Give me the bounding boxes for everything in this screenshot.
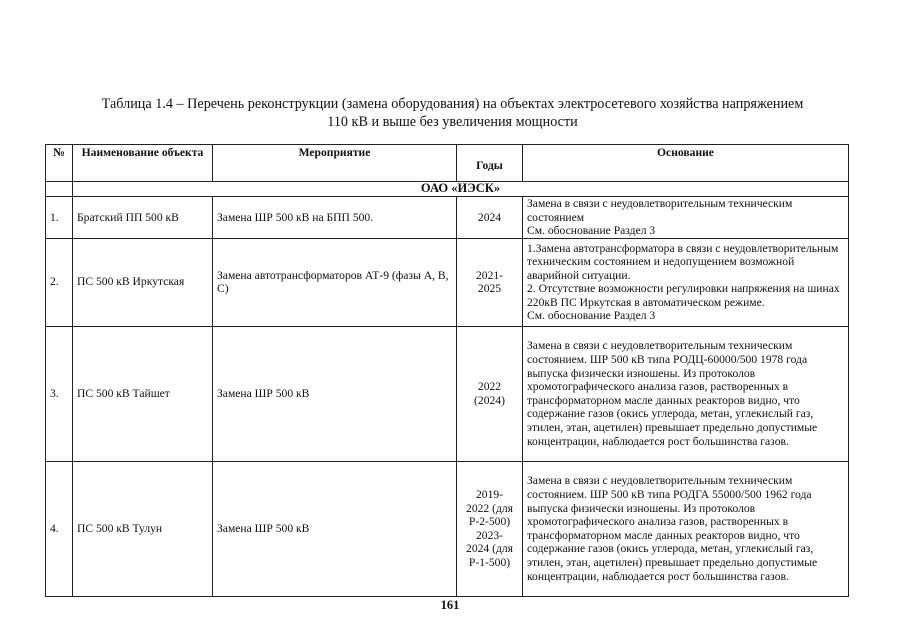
- row-no: 1.: [46, 197, 73, 239]
- row-basis: Замена в связи с неудовлетворительным техническим состоянием. ШР 500 кВ типа РОДГА 55000/500 1962 года выпуска физически изношены. Из протоколов хромотографического анализа газов, растворенных в трансформаторном масле данных реакторов видно, что содержание газов (окись углерода, метан, углекислый газ, этилен, этан, ацетилен) превышает предельно допустимые концентрации, наблюдается рост большинства газов.: [523, 461, 849, 596]
- row-measure: Замена ШР 500 кВ на БПП 500.: [213, 197, 457, 239]
- page-number: 161: [440, 598, 460, 612]
- table-row: [46, 238, 849, 326]
- row-measure: Замена ШР 500 кВ: [213, 326, 457, 461]
- table-row: [46, 326, 849, 461]
- group-spacer: [46, 182, 73, 197]
- table-row: [46, 461, 849, 596]
- caption-line-1: Таблица 1.4 – Перечень реконструкции (замена оборудования) на объектах электросетевого хозяйства напряжением: [101, 96, 804, 112]
- table-header-row: [46, 145, 849, 182]
- row-measure: Замена ШР 500 кВ: [213, 461, 457, 596]
- row-years: 2021- 2025: [457, 238, 523, 326]
- header-years: Годы: [457, 145, 523, 182]
- header-object: Наименование объекта: [73, 145, 213, 182]
- header-basis: Основание: [523, 145, 849, 182]
- row-object: ПС 500 кВ Тайшет: [73, 326, 213, 461]
- header-measure: Мероприятие: [213, 145, 457, 182]
- table-caption: [60, 95, 845, 131]
- row-object: Братский ПП 500 кВ: [73, 197, 213, 239]
- row-basis: Замена в связи с неудовлетворительным техническим состоянием. ШР 500 кВ типа РОДЦ-60000/500 1978 года выпуска физически изношены. Из протоколов хромотографического анализа газов, растворенных в трансформаторном масле данных реакторов видно, что содержание газов (окись углерода, метан, углекислый газ, этилен, этан, ацетилен) превышает предельно допустимые концентрации, наблюдается рост большинства газов.: [523, 326, 849, 461]
- group-title: ОАО «ИЭСК»: [73, 182, 849, 197]
- table-row: [46, 197, 849, 239]
- row-no: 4.: [46, 461, 73, 596]
- row-basis: 1.Замена автотрансформатора в связи с неудовлетворительным техническим состоянием и недопущением возможной аварийной ситуации. 2. Отсутствие возможности регулировки напряжения на шинах 220кВ ПС Иркутская в автоматическом режиме. См. обоснование Раздел 3: [523, 238, 849, 326]
- caption-line-2: 110 кВ и выше без увеличения мощности: [327, 114, 578, 130]
- row-years: 2019- 2022 (для Р-2-500) 2023- 2024 (для Р-1-500): [457, 461, 523, 596]
- row-object: ПС 500 кВ Иркутская: [73, 238, 213, 326]
- row-years: 2022 (2024): [457, 326, 523, 461]
- row-no: 2.: [46, 238, 73, 326]
- row-years: 2024: [457, 197, 523, 239]
- row-basis: Замена в связи с неудовлетворительным техническим состоянием См. обоснование Раздел 3: [523, 197, 849, 239]
- row-no: 3.: [46, 326, 73, 461]
- row-measure: Замена автотрансформаторов АТ-9 (фазы А, В, С): [213, 238, 457, 326]
- header-no: №: [46, 145, 73, 182]
- group-row: [46, 182, 849, 197]
- reconstruction-table: [45, 144, 849, 597]
- row-object: ПС 500 кВ Тулун: [73, 461, 213, 596]
